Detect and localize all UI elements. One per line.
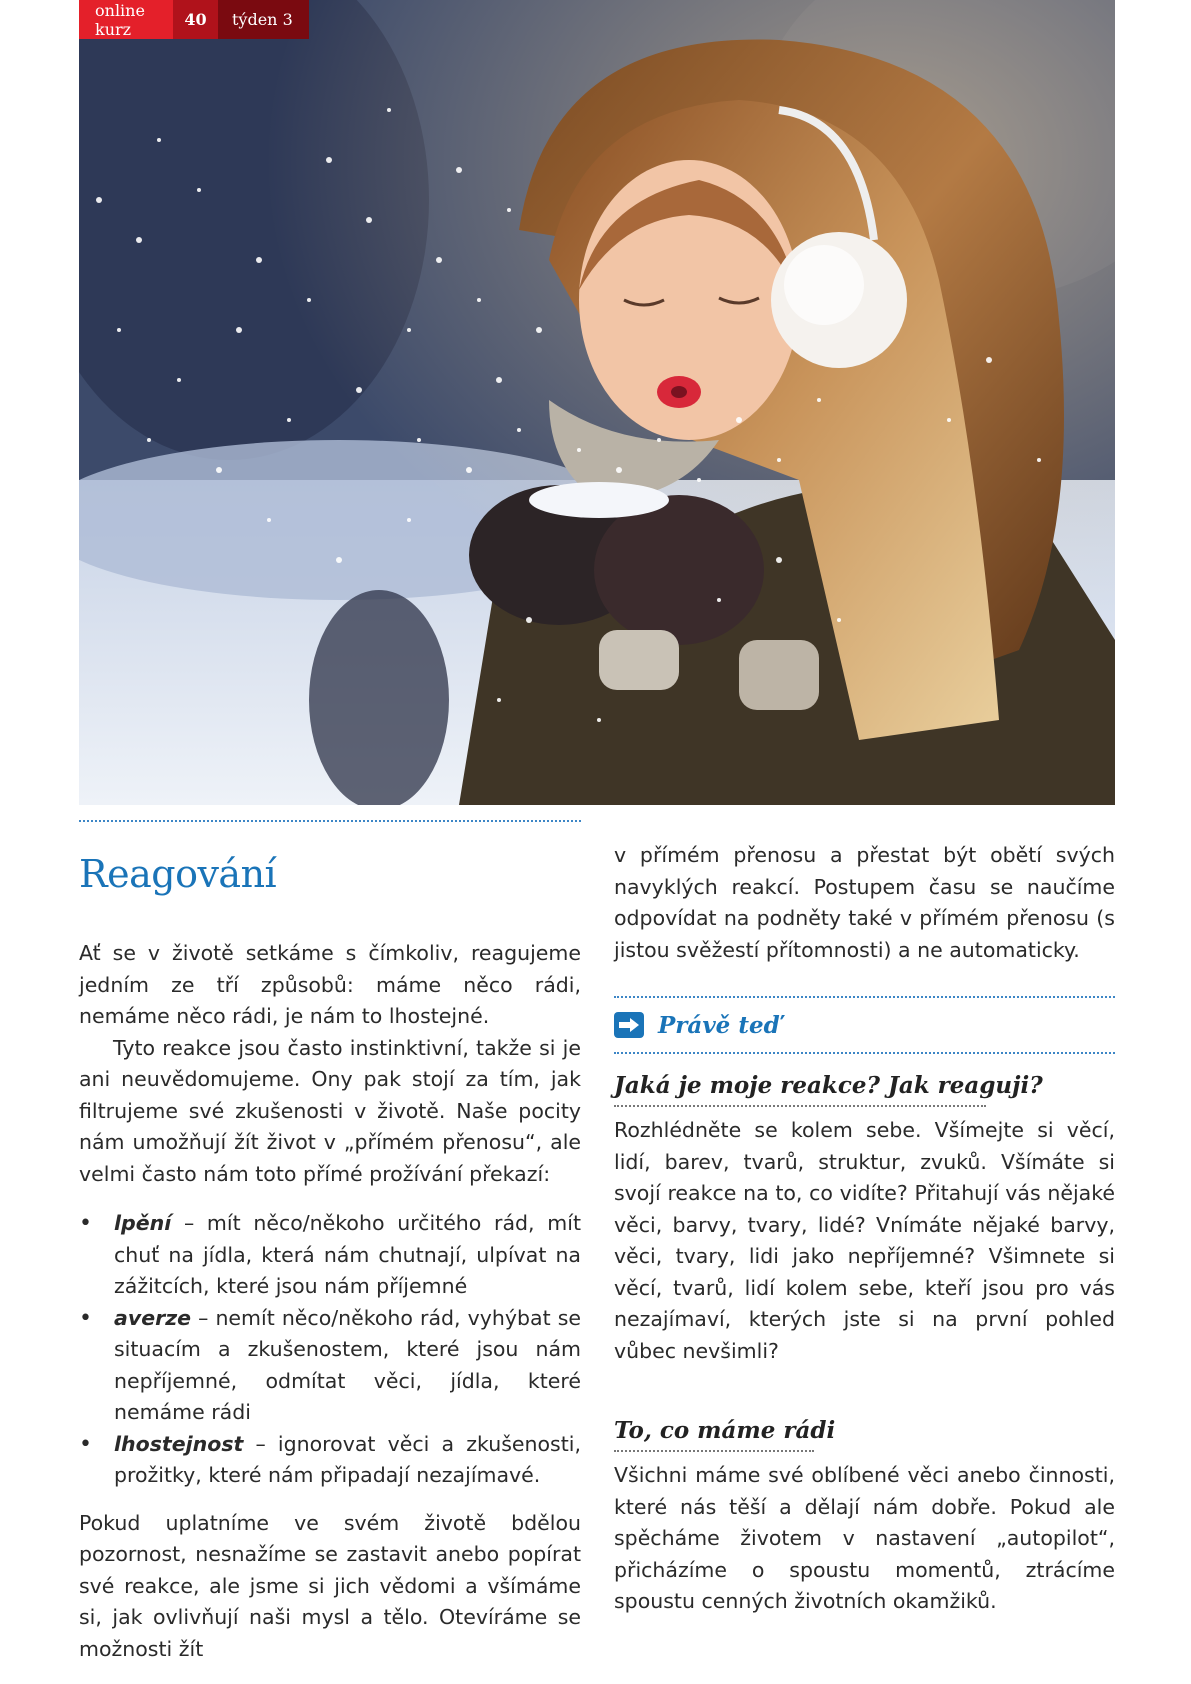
header-tab (79, 0, 309, 39)
woman-blowing-snow-illustration (79, 0, 1115, 805)
left-body (79, 938, 581, 1665)
section-divider (614, 1052, 1115, 1054)
third-paragraph: Pokud uplatníme ve svém životě bdělou pozornost, nesnažíme se zastavit anebo popírat své reakce, ale jsme si jich vědomi a všímáme si, jak ovlivňují naši mysl a tělo. Otevíráme se možnosti žít (79, 1510, 581, 1661)
page-title: Reagování (79, 852, 277, 896)
reaction-list (79, 1208, 581, 1492)
now-label: Právě teď (658, 1011, 780, 1039)
section-divider (79, 820, 581, 822)
question-text: Rozhlédněte se kolem sebe. Všímejte si věcí, lidí, barev, tvarů, struktur, zvuků. Všímáte si svojí reakce na to, co vidíte? Přitahují vás nějaké věci, barvy, tvary, lidé? Vnímáte nějaké barvy, věci, tvary, lidi jako nepříjemné? Všimnete si věcí, tvarů, lidí kolem sebe, kteří jsou pro vás nezajímaví, kterých jste si na první pohled vůbec nevšimli? (614, 1118, 1115, 1363)
list-item (79, 1303, 581, 1429)
week-label: týden 3 (218, 0, 309, 39)
heading-underline (614, 1450, 814, 1452)
question-heading: Jaká je moje reakce? Jak reaguji? (614, 1072, 1043, 1099)
intro-paragraph: Ať se v životě setkáme s čímkoliv, reagujeme jedním ze tří způsobů: máme něco rádi, nemáme něco rádi, je nám to lhostejné. (79, 941, 581, 1028)
list-item-term: lhostejnost (114, 1431, 244, 1456)
page-number: 40 (173, 0, 218, 39)
course-label: online kurz (79, 0, 173, 39)
now-callout (614, 998, 1115, 1052)
list-item-term: averze (114, 1305, 192, 1330)
like-heading: To, co máme rádi (614, 1417, 836, 1444)
list-item-text: – mít něco/někoho určitého rád, mít chuť na jídla, která nám chutnají, ulpívat na zážitcích, které jsou nám příjemné (114, 1211, 581, 1298)
right-column (614, 840, 1115, 1618)
continued-paragraph: v přímém přenosu a přestat být obětí svých navyklých reakcí. Postupem času se naučíme odpovídat na podněty také v přímém přenosu (s jistou svěžestí přítomnosti) a ne automaticky. (614, 843, 1115, 962)
list-item-text: – ignorovat věci a zkušenosti, prožitky, které nám připadají nezajímavé. (114, 1431, 581, 1487)
hero-photo (79, 0, 1115, 805)
left-column (79, 820, 581, 1661)
second-paragraph: Tyto reakce jsou často instinktivní, takže si je ani neuvědomujeme. Ony pak stojí za tím, jak filtrujeme své zkušenosti v životě. Naše pocity nám umožňují žít život v „přímém přenosu“, ale velmi často nám toto přímé prožívání překazí: (79, 1035, 581, 1186)
arrow-right-icon (614, 1012, 644, 1038)
like-text: Všichni máme své oblíbené věci anebo činnosti, které nás těší a dělají nám dobře. Pokud ale spěcháme životem v nastavení „autopilot“, přicházíme o spoustu momentů, ztrácíme spoustu cenných životních okamžiků. (614, 1463, 1115, 1613)
list-item-text: – nemít něco/někoho rád, vyhýbat se situacím a zkušenostem, které jsou nám nepříjemné, odmítat věci, jídla, které nemáme rádi (114, 1305, 581, 1424)
heading-underline (614, 1105, 986, 1107)
list-item (79, 1429, 581, 1492)
list-item (79, 1208, 581, 1303)
list-item-term: lpění (114, 1211, 172, 1235)
